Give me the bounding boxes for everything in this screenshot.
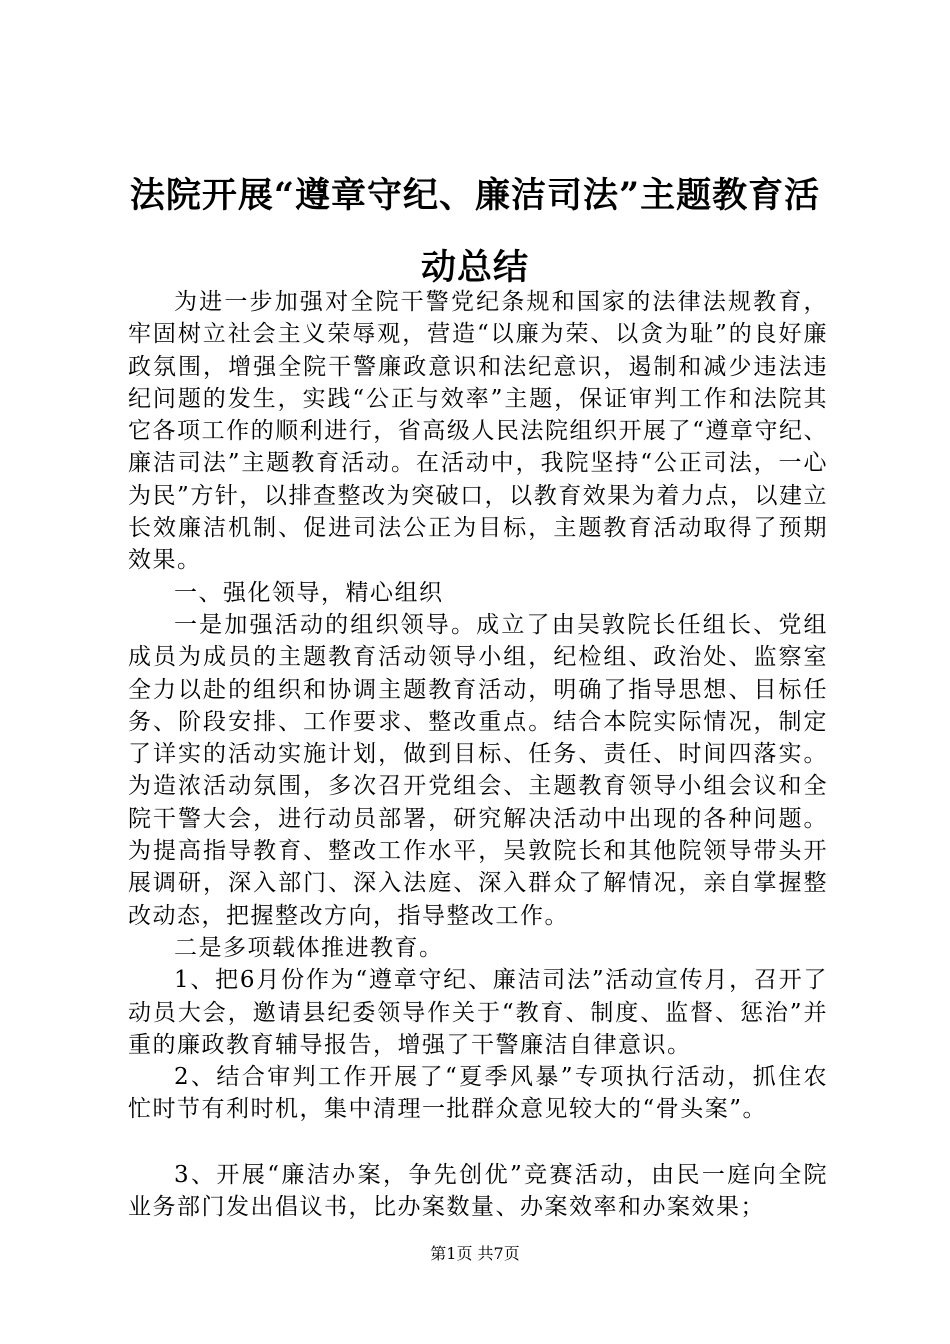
title-line-1: 法院开展“遵章守纪、廉洁司法”主题教育活 <box>129 175 821 216</box>
document-title <box>110 160 840 304</box>
list-item-3: 3、开展“廉洁办案，争先创优”竞赛活动，由民一庭向全院业务部门发出倡议书，比办案数量、办案效率和办案效果； <box>128 1161 828 1221</box>
list-item-1: 1、把6月份作为“遵章守纪、廉洁司法”活动宣传月，召开了动员大会，邀请县纪委领导作关于“教育、制度、监督、惩治”并重的廉政教育辅导报告，增强了干警廉洁自律意识。 <box>128 967 828 1058</box>
page-footer: 第1页 共7页 <box>430 1244 520 1263</box>
paragraph-intro: 为进一步加强对全院干警党纪条规和国家的法律法规教育，牢固树立社会主义荣辱观，营造“以廉为荣、以贪为耻”的良好廉政氛围，增强全院干警廉政意识和法纪意识，遏制和减少违法违纪问题的发生，实践“公正与效率”主题，保证审判工作和法院其它各项工作的顺利进行，省高级人民法院组织开展了“遵章守纪、廉洁司法”主题教育活动。在活动中，我院坚持“公正司法，一心为民”方针，以排查整改为突破口，以教育效果为着力点，以建立长效廉洁机制、促进司法公正为目标，主题教育活动取得了预期效果。 <box>128 289 828 574</box>
title-line-2: 动总结 <box>420 247 529 288</box>
list-item-2: 2、结合审判工作开展了“夏季风暴”专项执行活动，抓住农忙时节有利时机，集中清理一批群众意见较大的“骨头案”。 <box>128 1064 828 1123</box>
section-heading-1: 一、强化领导，精心组织 <box>174 579 444 606</box>
subheading-carriers: 二是多项载体推进教育。 <box>174 934 444 961</box>
document-body <box>128 286 828 1223</box>
paragraph-organization: 一是加强活动的组织领导。成立了由吴敦院长任组长、党组成员为成员的主题教育活动领导小组，纪检组、政治处、监察室全力以赴的组织和协调主题教育活动，明确了指导思想、目标任务、阶段安排、工作要求、整改重点。结合本院实际情况，制定了详实的活动实施计划，做到目标、任务、责任、时间四落实。为造浓活动氛围，多次召开党组会、主题教育领导小组会议和全院干警大会，进行动员部署，研究解决活动中出现的各种问题。为提高指导教育、整改工作水平，吴敦院长和其他院领导带头开展调研，深入部门、深入法庭、深入群众了解情况，亲自掌握整改动态，把握整改方向，指导整改工作。 <box>128 611 828 929</box>
